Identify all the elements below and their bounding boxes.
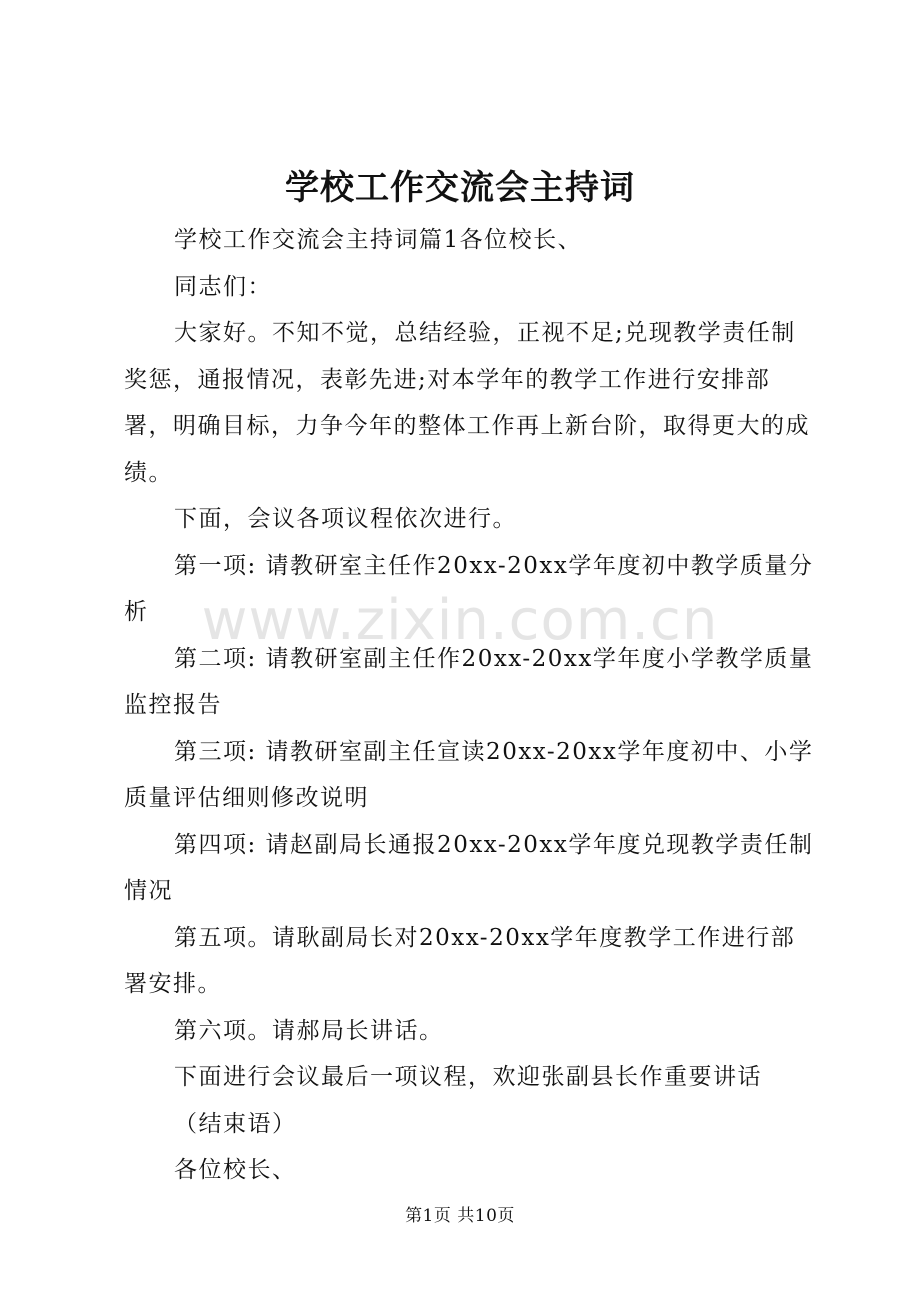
paragraph-7: 第三项: 请教研室副主任宣读20xx-20xx学年度初中、小学质量评估细则修改说明 xyxy=(124,738,814,811)
paragraph-11: 下面进行会议最后一项议程，欢迎张副县长作重要讲话 xyxy=(174,1064,762,1090)
paragraph-1: 学校工作交流会主持词篇1各位校长、 xyxy=(174,227,583,253)
paragraph-6: 第二项: 请教研室副主任作20xx-20xx学年度小学教学质量监控报告 xyxy=(124,645,814,718)
paragraph-12: （结束语） xyxy=(174,1110,297,1137)
paragraph-2: 同志们： xyxy=(174,273,272,300)
paragraph-8: 第四项: 请赵副局长通报20xx-20xx学年度兑现教学责任制情况 xyxy=(124,831,814,904)
paragraph-9: 第五项。请耿副局长对20xx-20xx学年度教学工作进行部署安排。 xyxy=(124,924,796,997)
document-body xyxy=(124,217,814,1194)
document-title: 学校工作交流会主持词 xyxy=(285,168,635,208)
paragraph-10: 第六项。请郝局长讲话。 xyxy=(174,1017,444,1044)
paragraph-13: 各位校长、 xyxy=(174,1157,297,1183)
watermark: www.zixin.com.cn xyxy=(201,588,719,653)
paragraph-3: 大家好。不知不觉，总结经验，正视不足;兑现教学责任制奖惩，通报情况，表彰先进;对本学年的教学工作进行安排部署，明确目标，力争今年的整体工作再上新台阶，取得更大的成绩。 xyxy=(124,320,810,486)
paragraph-5: 第一项: 请教研室主任作20xx-20xx学年度初中教学质量分析 xyxy=(124,552,814,625)
page-footer: 第1页 共10页 xyxy=(405,1206,515,1226)
paragraph-4: 下面，会议各项议程依次进行。 xyxy=(174,506,517,532)
